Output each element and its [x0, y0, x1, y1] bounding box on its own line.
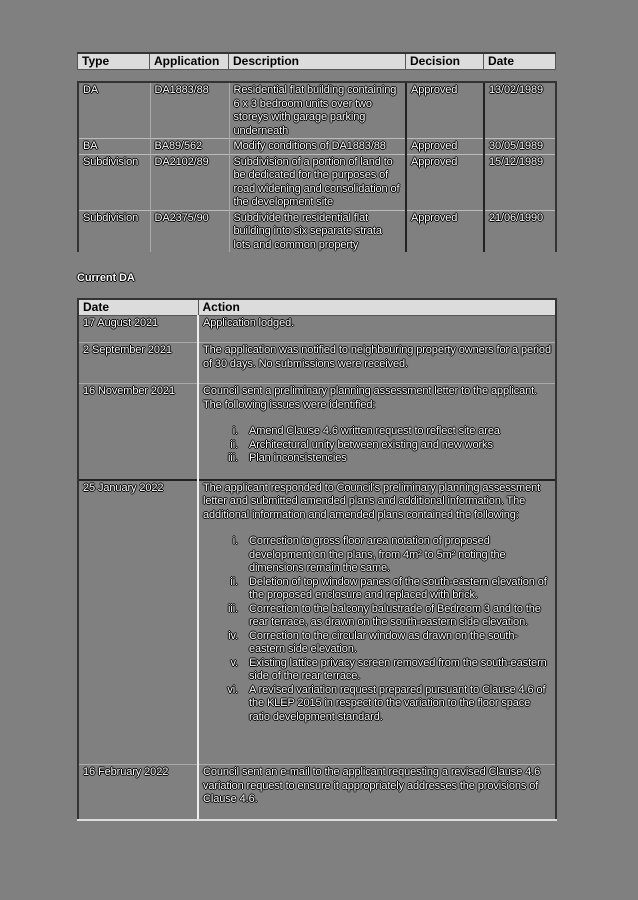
decision-cell: Approved [406, 154, 484, 210]
table-row [78, 480, 556, 765]
date-cell: 15/12/1989 [484, 154, 556, 210]
date-cell: 17 August 2021 [78, 316, 198, 343]
history-table [77, 81, 557, 252]
description-cell: Subdivision of a portion of land to be dedicated for the purposes of road widening and consolidation of the development site [229, 154, 406, 210]
application-cell: DA2375/90 [150, 210, 229, 252]
list-item: iii. Correction to the balcony balustrade of Bedroom 3 and to the rear terrace, as drawn on the south-eastern side elevation. [241, 603, 551, 630]
column-header-description: Description [229, 53, 406, 70]
action-cell [198, 480, 556, 765]
date-cell: 16 February 2022 [78, 765, 198, 820]
issues-list [203, 425, 551, 466]
column-header-type: Type [78, 53, 150, 70]
action-cell [198, 384, 556, 480]
date-cell: 30/05/1989 [484, 139, 556, 155]
description-cell: Residential flat building containing 6 x 3 bedroom units over two storeys with garage parking underneath [229, 82, 406, 139]
list-item: ii. Architectural unity between existing and new works [241, 439, 551, 453]
date-cell: 25 January 2022 [78, 480, 198, 765]
type-cell: BA [78, 139, 150, 155]
history-table-header [77, 52, 556, 70]
table-row [78, 154, 556, 210]
decision-cell: Approved [406, 139, 484, 155]
table-row [78, 384, 556, 480]
decision-cell: Approved [406, 82, 484, 139]
list-item: vi. A revised variation request prepared pursuant to Clause 4.6 of the KLEP 2015 in respect to the variation to the floor space ratio development standard. [241, 684, 551, 725]
table-row [78, 316, 556, 343]
list-item: i. Correction to gross floor area notation of proposed development on the plans, from 4m² to 5m² noting the dimensions remain the same. [241, 535, 551, 576]
amendments-list [203, 535, 551, 724]
description-cell: Modify conditions of DA1883/88 [229, 139, 406, 155]
description-cell: Subdivide the residential flat building into six separate strata lots and common property [229, 210, 406, 252]
action-cell: Council sent an e-mail to the applicant requesting a revised Clause 4.6 variation request to ensure it appropriately addresses the provisions of Clause 4.6. [198, 765, 556, 820]
column-header-date: Date [78, 299, 198, 316]
list-item: ii. Deletion of top window panes of the south-eastern elevation of the proposed enclosure and replaced with brick. [241, 576, 551, 603]
column-header-date: Date [484, 53, 556, 70]
application-cell: BA89/562 [150, 139, 229, 155]
action-text: The applicant responded to Council's preliminary planning assessment letter and submitted amended plans and additional information. The additional information and amended plans contained the following: [203, 481, 541, 521]
table-row [78, 139, 556, 155]
application-cell: DA1883/88 [150, 82, 229, 139]
date-cell: 21/06/1990 [484, 210, 556, 252]
list-item: i. Amend Clause 4.6 written request to reflect site area [241, 425, 551, 439]
list-item: v. Existing lattice privacy screen removed from the south-eastern side of the rear terrace. [241, 657, 551, 684]
list-item: iii. Plan inconsistencies [241, 452, 551, 466]
action-text: Council sent a preliminary planning assessment letter to the applicant. The following issues were identified: [203, 385, 538, 411]
table-row [78, 765, 556, 820]
type-cell: Subdivision [78, 154, 150, 210]
type-cell: Subdivision [78, 210, 150, 252]
application-cell: DA2102/89 [150, 154, 229, 210]
action-cell: Application lodged. [198, 316, 556, 343]
column-header-application: Application [150, 53, 229, 70]
table-header-row [78, 299, 556, 316]
decision-cell: Approved [406, 210, 484, 252]
type-cell: DA [78, 82, 150, 139]
current-da-table [77, 298, 557, 821]
column-header-action: Action [198, 299, 556, 316]
date-cell: 16 November 2021 [78, 384, 198, 480]
action-cell: The application was notified to neighbouring property owners for a period of 30 days. No submissions were received. [198, 343, 556, 384]
date-cell: 2 September 2021 [78, 343, 198, 384]
column-header-decision: Decision [406, 53, 484, 70]
date-cell: 13/02/1989 [484, 82, 556, 139]
section-heading-current-da: Current DA [77, 272, 135, 284]
table-row [78, 82, 556, 139]
table-row [78, 343, 556, 384]
table-row [78, 210, 556, 252]
list-item: iv. Correction to the circular window as drawn on the south-eastern side elevation. [241, 630, 551, 657]
